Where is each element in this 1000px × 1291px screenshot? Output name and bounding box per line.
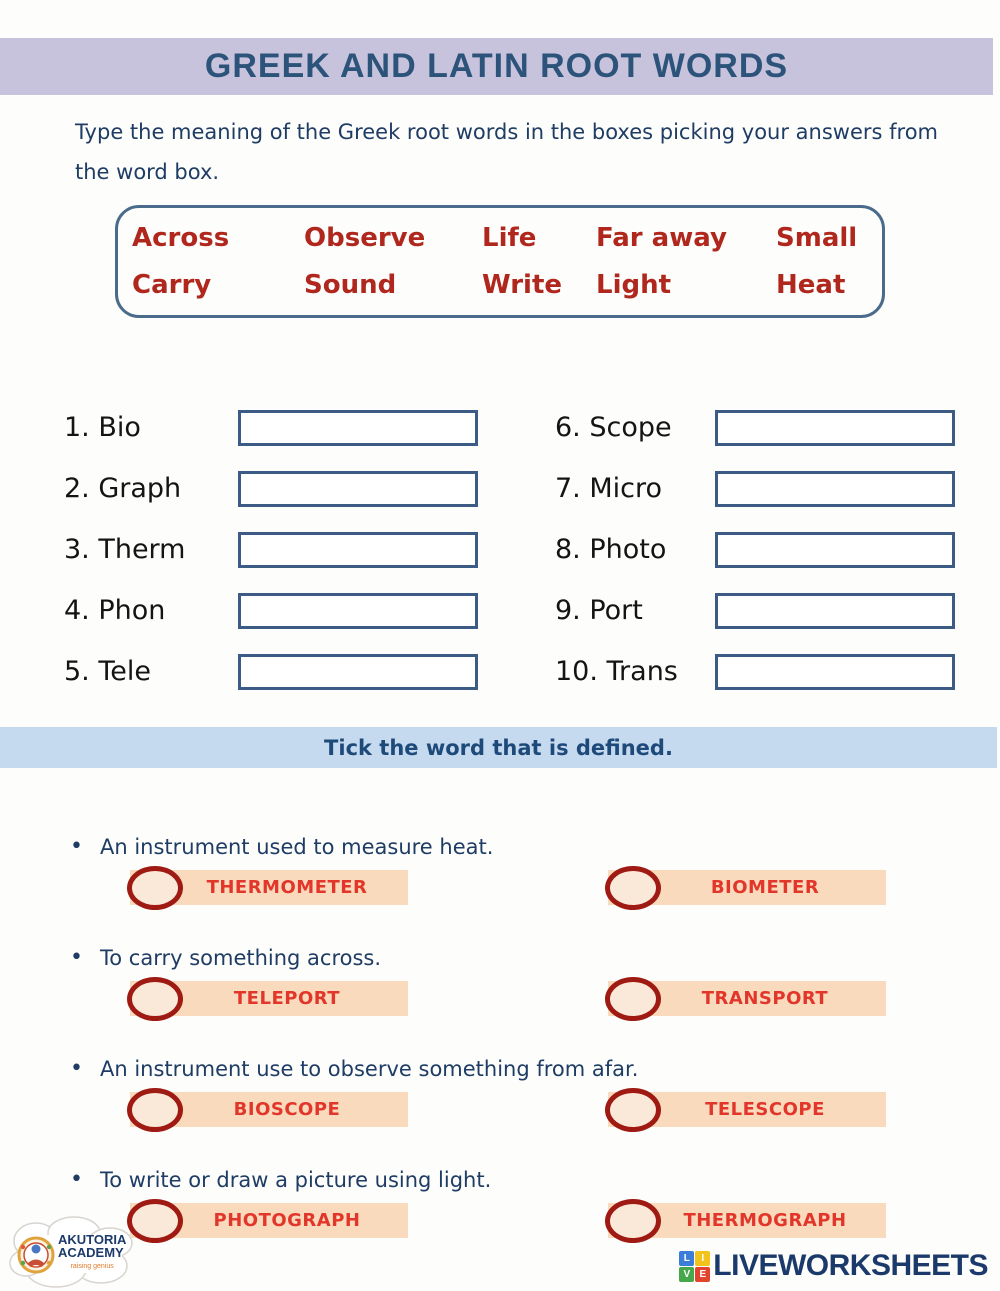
option-label: PHOTOGRAPH (213, 1210, 361, 1231)
bullet-dot: • (70, 1056, 83, 1081)
root-word-label: 7. Micro (555, 473, 663, 504)
word-box (115, 205, 885, 318)
fill-row (500, 580, 1000, 641)
answer-input-trans[interactable] (715, 654, 955, 690)
fill-row (0, 641, 500, 702)
root-word-label: 9. Port (555, 595, 643, 626)
answer-input-bio[interactable] (238, 410, 478, 446)
option-label: TRANSPORT (701, 988, 829, 1009)
tick-section-header (0, 727, 997, 768)
root-word-label: 3. Therm (64, 534, 186, 565)
option-label: THERMOGRAPH (683, 1210, 847, 1231)
answer-input-scope[interactable] (715, 410, 955, 446)
fill-row (0, 397, 500, 458)
question-block (0, 1054, 1000, 1127)
tick-circle[interactable] (605, 977, 661, 1021)
fill-column-left (0, 397, 500, 702)
academy-logo-text (58, 1233, 126, 1273)
fill-column-right (500, 397, 1000, 702)
answer-input-tele[interactable] (238, 654, 478, 690)
root-word-label: 10. Trans (555, 656, 678, 687)
liveworksheets-wordmark: LIVEWORKSHEETS (713, 1249, 988, 1282)
tick-circle[interactable] (605, 1199, 661, 1243)
fill-row (500, 641, 1000, 702)
fill-in-section (0, 397, 1000, 702)
tick-section-heading: Tick the word that is defined. (324, 735, 673, 760)
bullet-dot: • (70, 1167, 83, 1192)
academy-tagline: raising genius (70, 1263, 114, 1270)
answer-input-photo[interactable] (715, 532, 955, 568)
option (608, 981, 886, 1016)
root-word-label: 1. Bio (64, 412, 141, 443)
lws-tile-i: I (695, 1251, 710, 1266)
liveworksheets-logo (679, 1249, 988, 1283)
word-box-item: Heat (776, 270, 846, 301)
root-word-label: 2. Graph (64, 473, 182, 504)
question-block (0, 1165, 1000, 1238)
option (130, 1092, 408, 1127)
word-box-item: Observe (304, 222, 426, 253)
option (608, 1092, 886, 1127)
tick-circle[interactable] (605, 866, 661, 910)
option (130, 981, 408, 1016)
options-row (0, 1203, 1000, 1238)
answer-input-phon[interactable] (238, 593, 478, 629)
option-label: TELEPORT (233, 988, 341, 1009)
question-prompt-row (0, 832, 1000, 862)
answer-input-graph[interactable] (238, 471, 478, 507)
option-label: BIOMETER (710, 877, 820, 898)
root-word-label: 6. Scope (555, 412, 672, 443)
word-box-item: Write (482, 270, 563, 301)
option-label: TELESCOPE (705, 1099, 825, 1120)
word-box-item: Light (596, 270, 672, 301)
fill-row (500, 519, 1000, 580)
question-prompt-row (0, 943, 1000, 973)
lws-tile-l: L (679, 1251, 694, 1266)
fill-row (0, 580, 500, 641)
root-word-label: 5. Tele (64, 656, 151, 687)
academy-name-line2: ACADEMY (58, 1245, 124, 1260)
fill-row (0, 458, 500, 519)
bullet-dot: • (70, 945, 83, 970)
options-row (0, 870, 1000, 905)
root-word-label: 4. Phon (64, 595, 166, 626)
tick-circle[interactable] (605, 1088, 661, 1132)
fill-row (0, 519, 500, 580)
word-box-item: Life (482, 222, 537, 253)
question-prompt: To carry something across. (100, 946, 382, 970)
bullet-dot: • (70, 834, 83, 859)
liveworksheets-tiles-icon (679, 1251, 710, 1282)
tick-circle[interactable] (127, 1088, 183, 1132)
word-box-item: Across (132, 222, 230, 253)
word-box-item: Small (776, 222, 858, 253)
tick-circle[interactable] (127, 866, 183, 910)
tick-circle[interactable] (127, 977, 183, 1021)
root-word-label: 8. Photo (555, 534, 667, 565)
fill-row (500, 397, 1000, 458)
instructions-text: Type the meaning of the Greek root words in the boxes picking your answers from the word box. (75, 120, 938, 184)
answer-input-port[interactable] (715, 593, 955, 629)
answer-input-therm[interactable] (238, 532, 478, 568)
question-prompt-row (0, 1054, 1000, 1084)
question-block (0, 832, 1000, 905)
option-label: BIOSCOPE (233, 1099, 341, 1120)
option-label: THERMOMETER (206, 877, 368, 898)
question-prompt: An instrument use to observe something from afar. (100, 1057, 639, 1081)
question-prompt: To write or draw a picture using light. (100, 1168, 492, 1192)
word-box-item: Sound (304, 270, 397, 301)
answer-input-micro[interactable] (715, 471, 955, 507)
options-row (0, 981, 1000, 1016)
option (608, 1203, 886, 1238)
word-box-item: Far away (596, 222, 727, 253)
option (608, 870, 886, 905)
lws-tile-v: V (679, 1267, 694, 1282)
word-box-item: Carry (132, 270, 212, 301)
tick-questions-section (0, 832, 1000, 1238)
lws-tile-e: E (695, 1267, 710, 1282)
question-prompt-row (0, 1165, 1000, 1195)
academy-name-line1: AKUTORIA (58, 1232, 127, 1247)
options-row (0, 1092, 1000, 1127)
option (130, 1203, 408, 1238)
question-block (0, 943, 1000, 1016)
akutoria-academy-logo (6, 1211, 141, 1291)
page-title: GREEK AND LATIN ROOT WORDS (204, 47, 789, 85)
fill-row (500, 458, 1000, 519)
option (130, 870, 408, 905)
title-band (0, 38, 993, 95)
question-prompt: An instrument used to measure heat. (100, 835, 494, 859)
